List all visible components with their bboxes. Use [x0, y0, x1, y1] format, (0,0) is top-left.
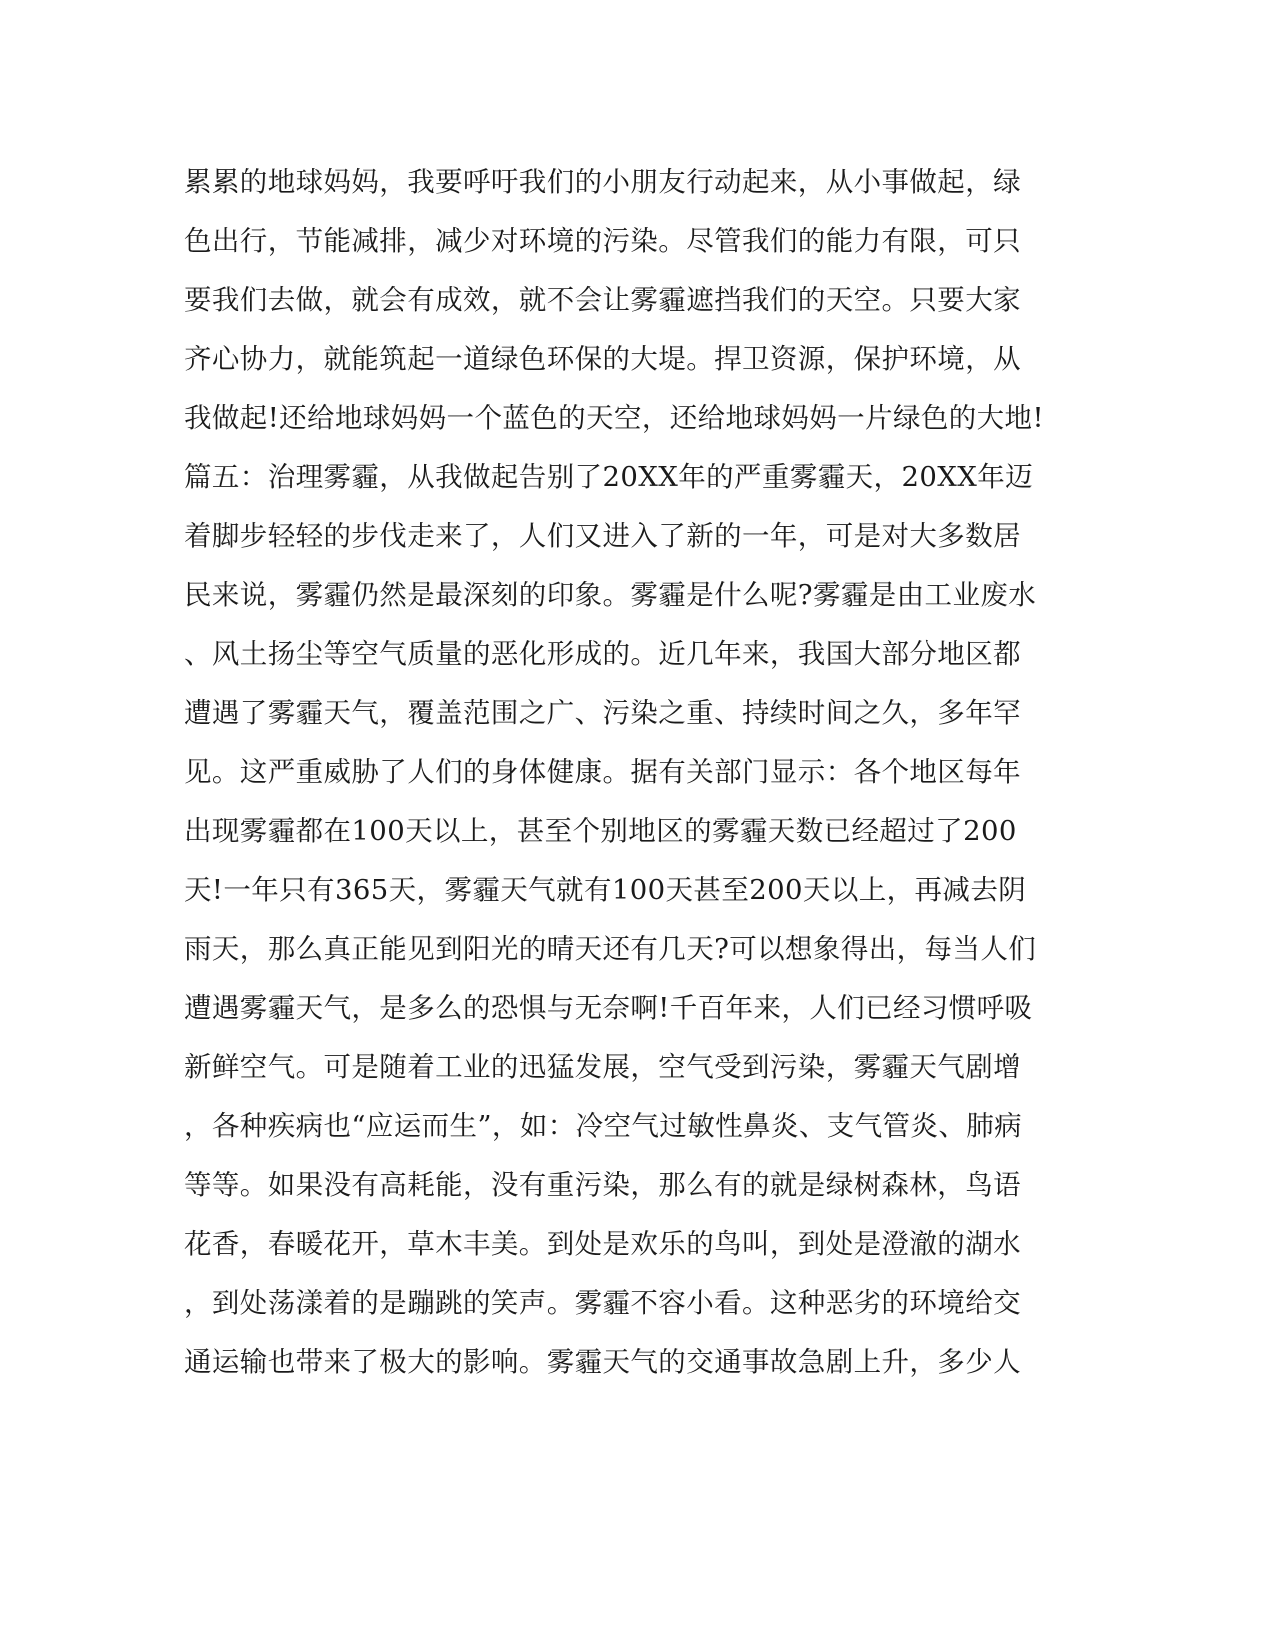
text-line-5: 我做起!还给地球妈妈一个蓝色的天空，还给地球妈妈一片绿色的大地!: [184, 402, 1044, 434]
text-line-7: 着脚步轻轻的步伐走来了，人们又进入了新的一年，可是对大多数居: [184, 520, 1021, 552]
text-line-9: 、风土扬尘等空气质量的恶化形成的。近几年来，我国大部分地区都: [184, 638, 1021, 670]
text-line-21: 通运输也带来了极大的影响。雾霾天气的交通事故急剧上升，多少人: [184, 1346, 1021, 1378]
text-line-1: 累累的地球妈妈，我要呼吁我们的小朋友行动起来，从小事做起，绿: [184, 166, 1021, 198]
text-line-17: ，各种疾病也“应运而生”，如：冷空气过敏性鼻炎、支气管炎、肺病: [184, 1110, 1023, 1142]
text-line-2: 色出行，节能减排，减少对环境的污染。尽管我们的能力有限，可只: [184, 225, 1021, 257]
text-line-20: ，到处荡漾着的是蹦跳的笑声。雾霾不容小看。这种恶劣的环境给交: [184, 1287, 1021, 1319]
body-text: [184, 157, 1044, 1396]
text-line-8: 民来说，雾霾仍然是最深刻的印象。雾霾是什么呢?雾霾是由工业废水: [184, 579, 1037, 611]
text-line-13: 天!一年只有365天，雾霾天气就有100天甚至200天以上，再减去阴: [184, 874, 1027, 906]
text-line-19: 花香，春暖花开，草木丰美。到处是欢乐的鸟叫，到处是澄澈的湖水: [184, 1228, 1021, 1260]
text-line-6: 篇五：治理雾霾，从我做起告别了20XX年的严重雾霾天，20XX年迈: [184, 461, 1033, 493]
text-line-15: 遭遇雾霾天气，是多么的恐惧与无奈啊!千百年来，人们已经习惯呼吸: [184, 992, 1033, 1024]
text-line-4: 齐心协力，就能筑起一道绿色环保的大堤。捍卫资源，保护环境，从: [184, 343, 1021, 375]
text-line-10: 遭遇了雾霾天气，覆盖范围之广、污染之重、持续时间之久，多年罕: [184, 697, 1021, 729]
text-line-3: 要我们去做，就会有成效，就不会让雾霾遮挡我们的天空。只要大家: [184, 284, 1021, 316]
text-line-16: 新鲜空气。可是随着工业的迅猛发展，空气受到污染，雾霾天气剧增: [184, 1051, 1021, 1083]
text-line-18: 等等。如果没有高耗能，没有重污染，那么有的就是绿树森林，鸟语: [184, 1169, 1021, 1201]
text-line-11: 见。这严重威胁了人们的身体健康。据有关部门显示：各个地区每年: [184, 756, 1021, 788]
text-line-12: 出现雾霾都在100天以上，甚至个别地区的雾霾天数已经超过了200: [184, 815, 1017, 847]
text-line-14: 雨天，那么真正能见到阳光的晴天还有几天?可以想象得出，每当人们: [184, 933, 1037, 965]
